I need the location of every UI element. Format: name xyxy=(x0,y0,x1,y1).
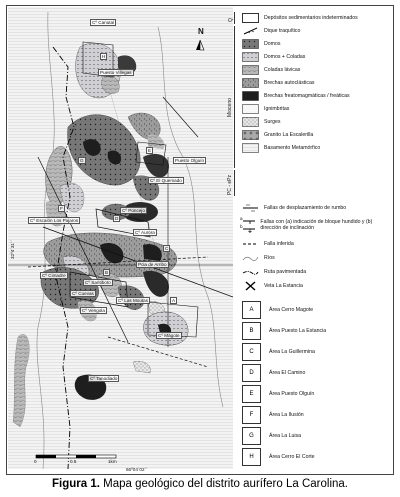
legend-symbol xyxy=(242,280,392,292)
bracket-label-mioceno: Mioceno xyxy=(227,98,233,117)
area-label: Área Cerro El Corte xyxy=(269,454,315,460)
area-marker: E xyxy=(148,148,152,153)
legend-unit xyxy=(242,25,392,37)
legend-symbol xyxy=(242,216,392,234)
area-label: Área Cerro Magote xyxy=(269,307,314,313)
bracket-label-pc-epz: PC - ePz xyxy=(227,174,233,195)
map-canvas xyxy=(8,7,233,469)
swatch-granite xyxy=(242,130,259,140)
area-box: A xyxy=(242,301,261,319)
legend-area xyxy=(242,363,392,383)
legend-area xyxy=(242,321,392,341)
legend-symbol-label: Veta La Estancia xyxy=(264,283,303,289)
swatch-dike xyxy=(242,26,259,36)
legend-unit xyxy=(242,129,392,141)
bracket-label-q: Q xyxy=(228,18,234,22)
area-box: C xyxy=(242,343,261,361)
legend-area xyxy=(242,384,392,404)
area-label: Área La Ilusión xyxy=(269,412,304,418)
fault-block-symbol xyxy=(242,217,255,233)
legend-unit xyxy=(242,38,392,50)
road-symbol xyxy=(242,267,259,277)
longitude-label: 66º04´02´´ xyxy=(126,467,148,472)
legend-symbol-label: Fallas de desplazamiento de rumbo xyxy=(264,205,347,211)
legend-symbol-label: Ríos xyxy=(264,255,275,261)
swatch-basement xyxy=(242,143,259,153)
area-marker: F xyxy=(60,206,63,211)
legend-unit-label: Ignimbritas xyxy=(264,106,290,112)
swatch-ignimbrite xyxy=(242,104,259,114)
place-label: Cº Las Moutas xyxy=(118,298,149,303)
legend-unit xyxy=(242,12,392,24)
strike-slip-fault-symbol xyxy=(242,203,259,213)
legend-area xyxy=(242,342,392,362)
legend-unit xyxy=(242,90,392,102)
area-marker: C xyxy=(165,246,169,251)
caption-figure-number: Figura 1. xyxy=(52,478,100,490)
legend-symbol-label: Falla inferida xyxy=(264,241,294,247)
swatch-autoclastic xyxy=(242,78,259,88)
scale-label-half: 0.5 xyxy=(70,459,77,464)
swatch-surges xyxy=(242,117,259,127)
area-box: H xyxy=(242,448,261,466)
legend-symbol xyxy=(242,266,392,278)
symbol-mark-b: b xyxy=(240,224,243,229)
scale-label-km: 1km xyxy=(108,459,117,464)
legend-area xyxy=(242,447,392,467)
area-label: Área Puesto Olguín xyxy=(269,391,315,397)
place-label: Cº Escalón Los Pajaros xyxy=(30,218,79,223)
place-label: Pcia de Arribo xyxy=(138,262,167,267)
bracket-q xyxy=(234,12,235,24)
legend-unit xyxy=(242,103,392,115)
figure-caption xyxy=(0,478,400,490)
north-arrow-label: N xyxy=(198,27,204,36)
bracket-mioceno xyxy=(234,26,235,168)
place-label: Cº Magote xyxy=(158,333,180,338)
bracket-pc-epz xyxy=(234,170,235,196)
legend-unit xyxy=(242,116,392,128)
legend-area xyxy=(242,300,392,320)
legend-unit xyxy=(242,64,392,76)
legend-symbol-label: Ruta pavimentada xyxy=(264,269,307,275)
area-marker: G xyxy=(80,158,84,163)
area-label: Área Puesto La Estancia xyxy=(269,328,327,334)
inferred-fault-symbol xyxy=(242,239,259,249)
legend-unit-label: Dique traquítico xyxy=(264,28,301,34)
place-label: Cº Aurora xyxy=(135,230,155,235)
area-box: D xyxy=(242,364,261,382)
place-label: Cº Vengola xyxy=(82,308,105,313)
legend-unit-label: Depósitos sedimentarios indeterminados xyxy=(264,15,358,21)
area-marker: A xyxy=(172,298,176,303)
legend-unit-label: Brechas autoclásticas xyxy=(264,80,315,86)
vein-symbol xyxy=(242,281,259,291)
place-label: Puesto Villegas xyxy=(100,70,132,75)
symbol-mark-a: a xyxy=(240,216,243,221)
area-label: Área La Luisa xyxy=(269,433,302,439)
area-marker: B xyxy=(105,270,109,275)
swatch-blank xyxy=(242,13,259,23)
area-box: F xyxy=(242,406,261,424)
geologic-map xyxy=(8,7,233,472)
legend-unit-label: Surges xyxy=(264,119,281,125)
swatch-domes xyxy=(242,39,259,49)
legend-unit-label: Basamento Metamórfico xyxy=(264,145,321,151)
area-marker: H xyxy=(102,54,106,59)
legend-symbol-label: Fallas con (a) indicación de bloque hundido y (b) dirección de inclinación xyxy=(260,219,373,231)
legend-unit xyxy=(242,51,392,63)
legend-unit-label: Domos + Coladas xyxy=(264,54,306,60)
legend xyxy=(227,12,394,470)
legend-unit-label: Brechas freatomagmáticas / freáticas xyxy=(264,93,350,99)
area-box: E xyxy=(242,385,261,403)
swatch-lava xyxy=(242,65,259,75)
place-label: Cº El Quemado xyxy=(150,178,182,183)
river-symbol xyxy=(242,253,259,263)
place-label: Cº Cuevas xyxy=(72,291,94,296)
area-box: B xyxy=(242,322,261,340)
legend-symbol xyxy=(242,252,392,264)
legend-symbol xyxy=(242,202,392,214)
area-label: Área El Camino xyxy=(269,370,306,376)
place-label: Cº Poncejo xyxy=(122,208,145,213)
area-label: Área La Guillermina xyxy=(269,349,315,355)
swatch-domes-flows xyxy=(242,52,259,62)
legend-unit xyxy=(242,77,392,89)
swatch-phreatic xyxy=(242,91,259,101)
latitude-label: 32º4´31´´ xyxy=(10,239,15,259)
legend-unit xyxy=(242,142,392,154)
area-box: G xyxy=(242,427,261,445)
place-label: Cº Tanodiado xyxy=(90,376,118,381)
place-label: Cº Santiboto xyxy=(85,280,111,285)
legend-area xyxy=(242,405,392,425)
scale-label-0: 0 xyxy=(34,459,37,464)
area-marker: D xyxy=(115,216,119,221)
legend-unit-label: Coladas lávicas xyxy=(264,67,301,73)
caption-text: Mapa geológico del distrito aurífero La Carolina. xyxy=(99,478,348,490)
place-label: Cº Cimadre xyxy=(42,273,66,278)
place-label: Cº Canutal xyxy=(92,20,115,25)
legend-area xyxy=(242,426,392,446)
place-label: Puesto Olguín xyxy=(175,158,205,163)
legend-unit-label: Granito La Escalerilla xyxy=(264,132,314,138)
legend-symbol xyxy=(242,238,392,250)
legend-unit-label: Domos xyxy=(264,41,281,47)
